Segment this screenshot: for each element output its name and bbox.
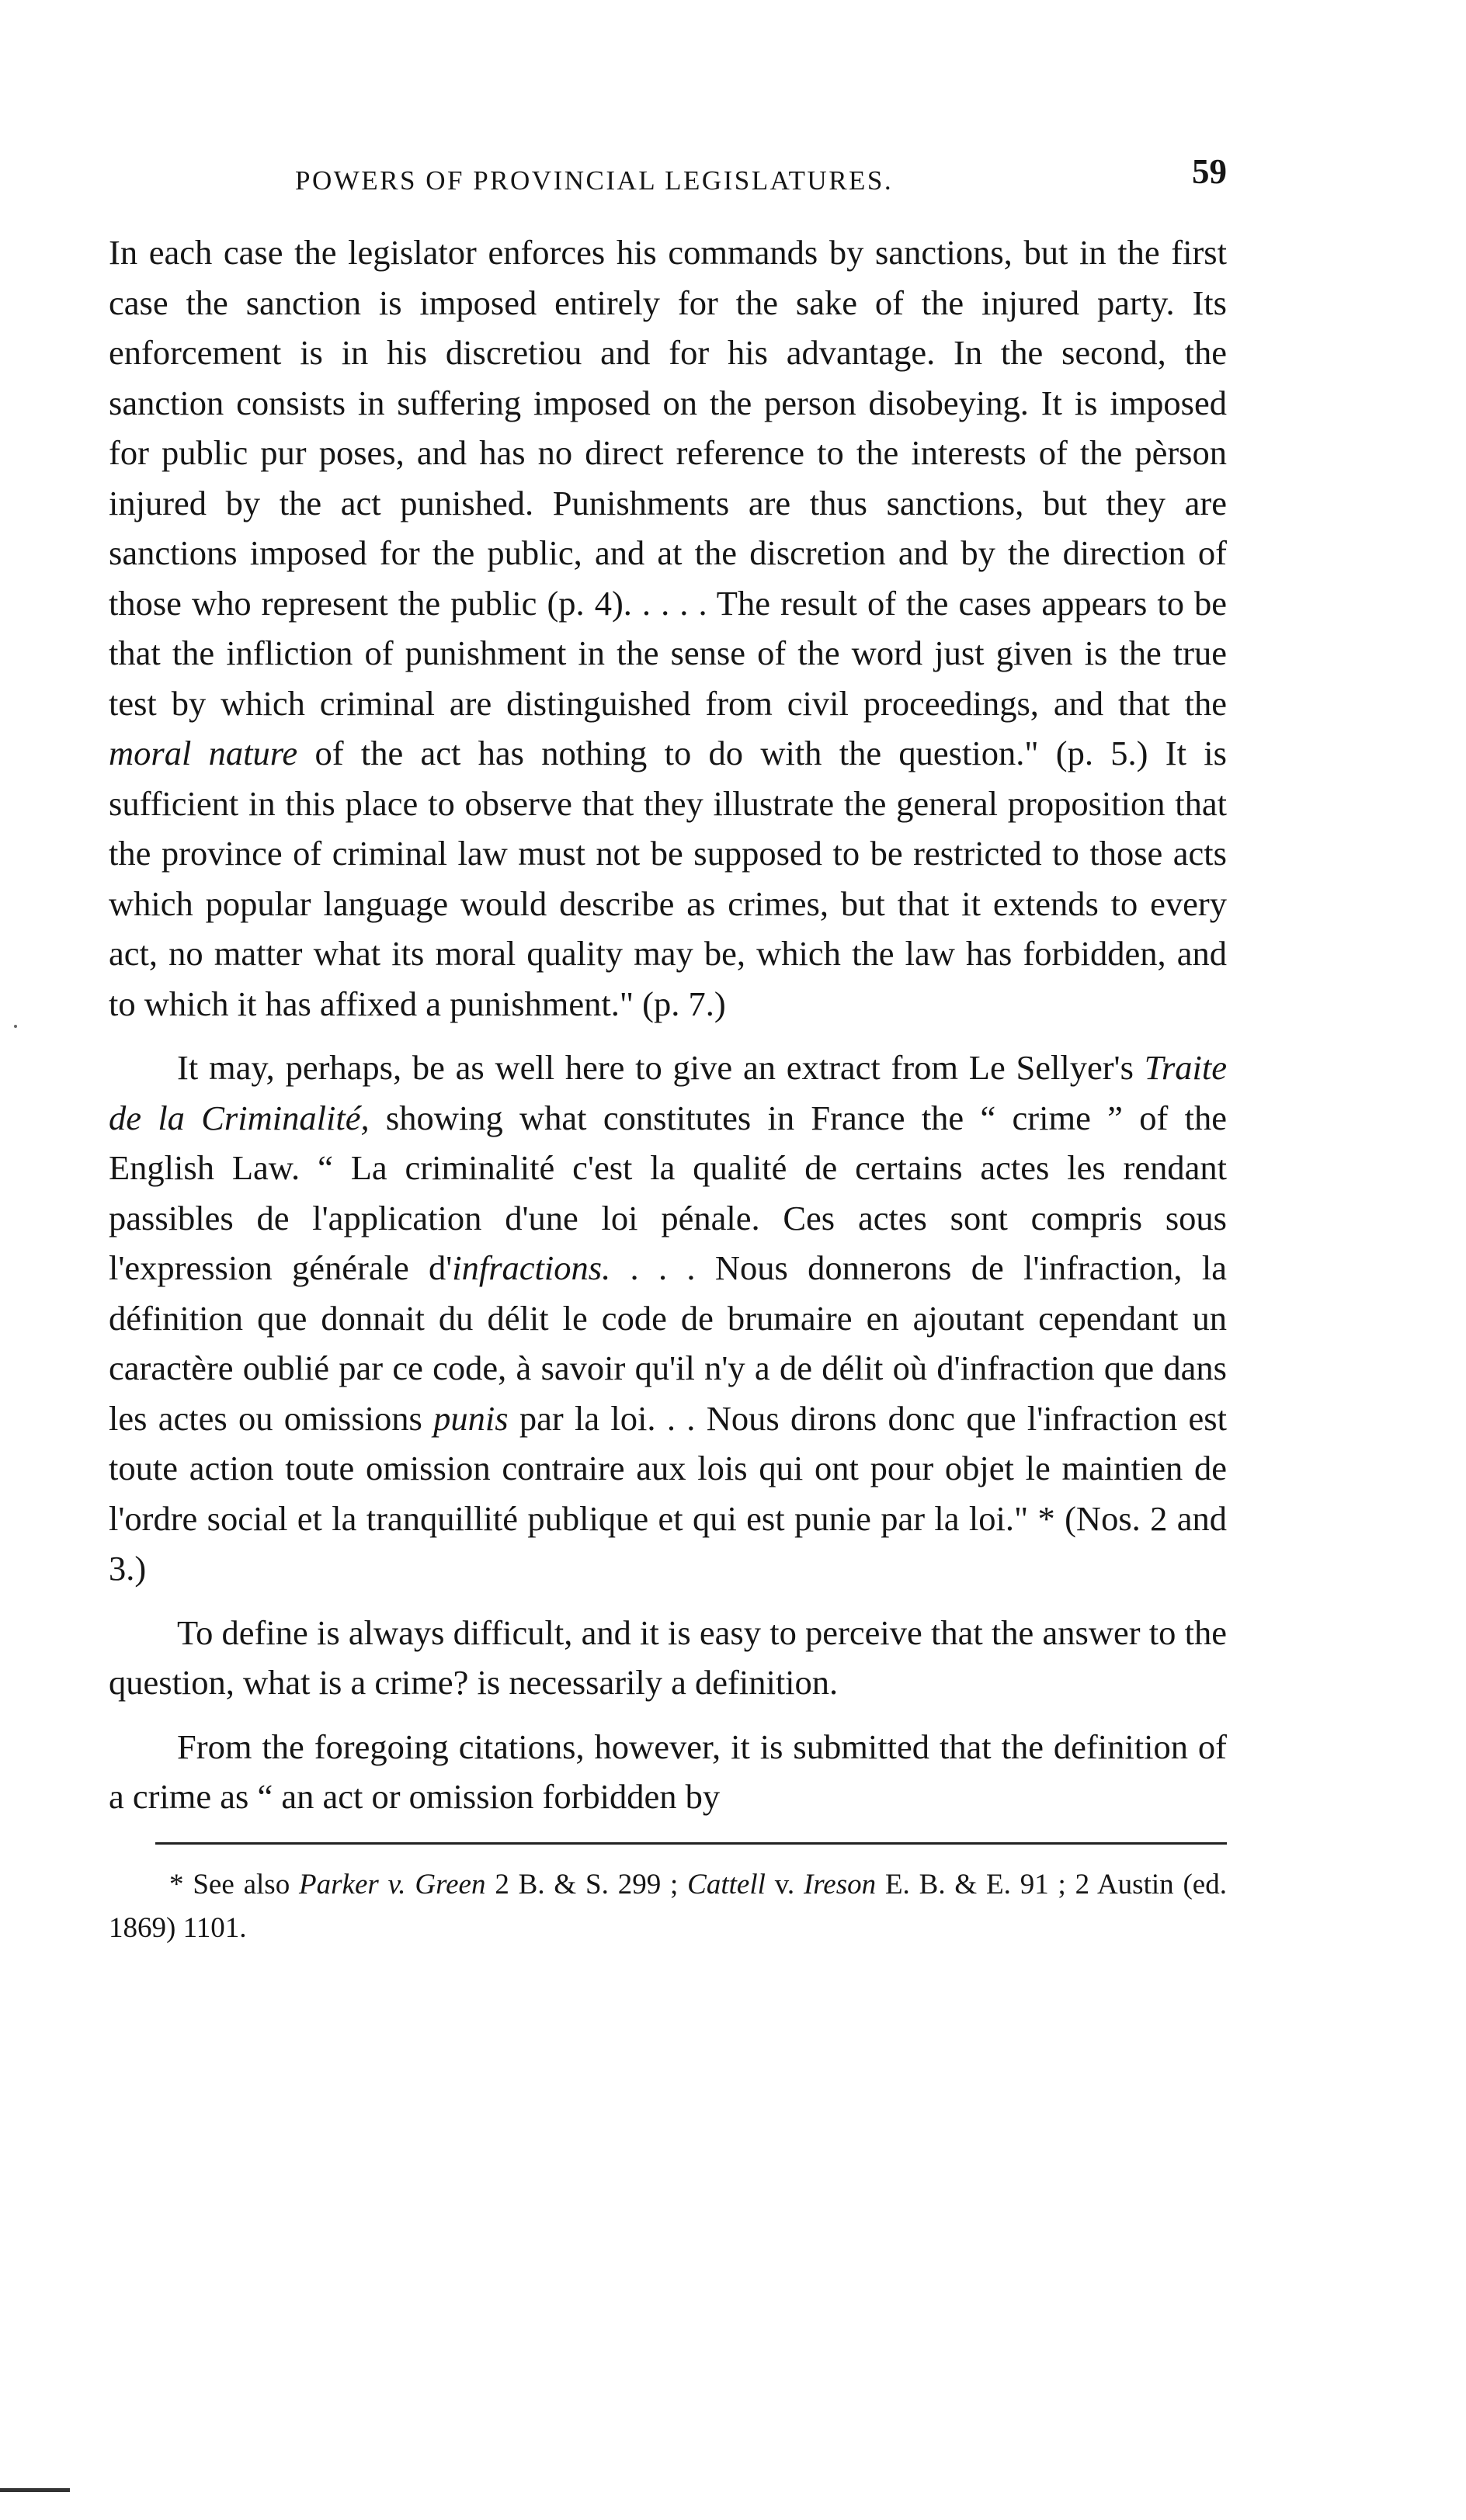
italic-segment: infractions.: [452, 1248, 611, 1287]
running-head: [109, 151, 1227, 198]
text-segment: In each case the legislator enforces his commands by sanctions, but in the first case the sanction is imposed entirely for the sake of the injured party. Its enforcement is in his discretiou and for his advantage. In the second, the sanction consists in suffering imposed on the person disobeying. It is imposed for public pur poses, and has no direct reference to the interests of the pèrson injured by the act punished. Punishments are thus sanctions, but they are sanctions imposed for the public, and at the discretion and by the direction of those who represent the public (p. 4). . . . . The result of the cases appears to be that the infliction of punishment in the sense of the word just given is the true test by which criminal are distinguished from civil proceedings, and that the: [109, 233, 1227, 723]
footnote-segment: E. B. & E. 91 ; 2 Austin (ed. 1869) 1101.: [109, 1868, 1227, 1944]
footnote-italic-segment: Cattell: [687, 1868, 766, 1900]
italic-segment: Traite de la Criminalité,: [109, 1048, 1227, 1137]
paragraph-2: [109, 1043, 1227, 1594]
footnote-segment: * See also: [169, 1868, 300, 1900]
text-segment: showing what constitutes in France the “ crime ” of the English Law. “ La criminalité c'est la qualité de certains actes les rendant passibles de l'application d'une loi pénale. Ces actes sont compris sous l'expression générale d': [109, 1098, 1227, 1287]
footnote-italic-segment: Ireson: [803, 1868, 877, 1900]
footnote-italic-segment: Parker v. Green: [299, 1868, 486, 1900]
page-number: 59: [1192, 152, 1227, 191]
text-segment: of the act has nothing to do with the question." (p. 5.) It is sufficient in this place to observe that they illustrate the general proposition that the province of criminal law must not be supposed to be restricted to those acts which popular language would describe as crimes, but that it extends to every act, no matter what its moral quality may be, which the law has forbidden, and to which it has affixed a punishment." (p. 7.): [109, 734, 1227, 1023]
text-segment: To define is always difficult, and it is easy to perceive that the answer to the question, what is a crime? is necessarily a definition.: [109, 1612, 1227, 1702]
running-title: POWERS OF PROVINCIAL LEGISLATURES.: [295, 165, 894, 196]
footnote-segment: v.: [765, 1868, 804, 1900]
text-segment: . . . Nous donnerons de l'infraction, la définition que donnait du délit le code de brumaire en ajoutant cependant un caractère oublié par ce code, à savoir qu'il n'y a de délit où d'infraction que dans les actes ou omissions: [109, 1248, 1227, 1438]
text-segment: par la loi. . . Nous dirons donc que l'infraction est toute action toute omission contraire aux lois qui ont pour objet le maintien de l'ordre social et la tranquillité publique et qui est punie par la loi." * (Nos. 2 and 3.): [109, 1398, 1227, 1588]
body-text: [109, 227, 1227, 1822]
paragraph-1: [109, 227, 1227, 1029]
book-page: [109, 151, 1227, 1979]
paragraph-3: [109, 1608, 1227, 1708]
italic-segment: moral nature: [109, 734, 298, 772]
text-segment: It may, perhaps, be as well here to give an extract from Le Sellyer's: [177, 1048, 1145, 1087]
italic-segment: punis: [433, 1398, 509, 1438]
text-segment: From the foregoing citations, however, it is submitted that the definition of a crime as “ an act or omission forbidden by: [109, 1727, 1227, 1816]
footnote-divider: [155, 1842, 1227, 1845]
footnote-segment: 2 B. & S. 299 ;: [485, 1868, 688, 1900]
scan-edge-mark: [0, 2488, 70, 2492]
scan-speck: [14, 1025, 17, 1028]
paragraph-4: [109, 1722, 1227, 1822]
footnote: [109, 1863, 1227, 1950]
